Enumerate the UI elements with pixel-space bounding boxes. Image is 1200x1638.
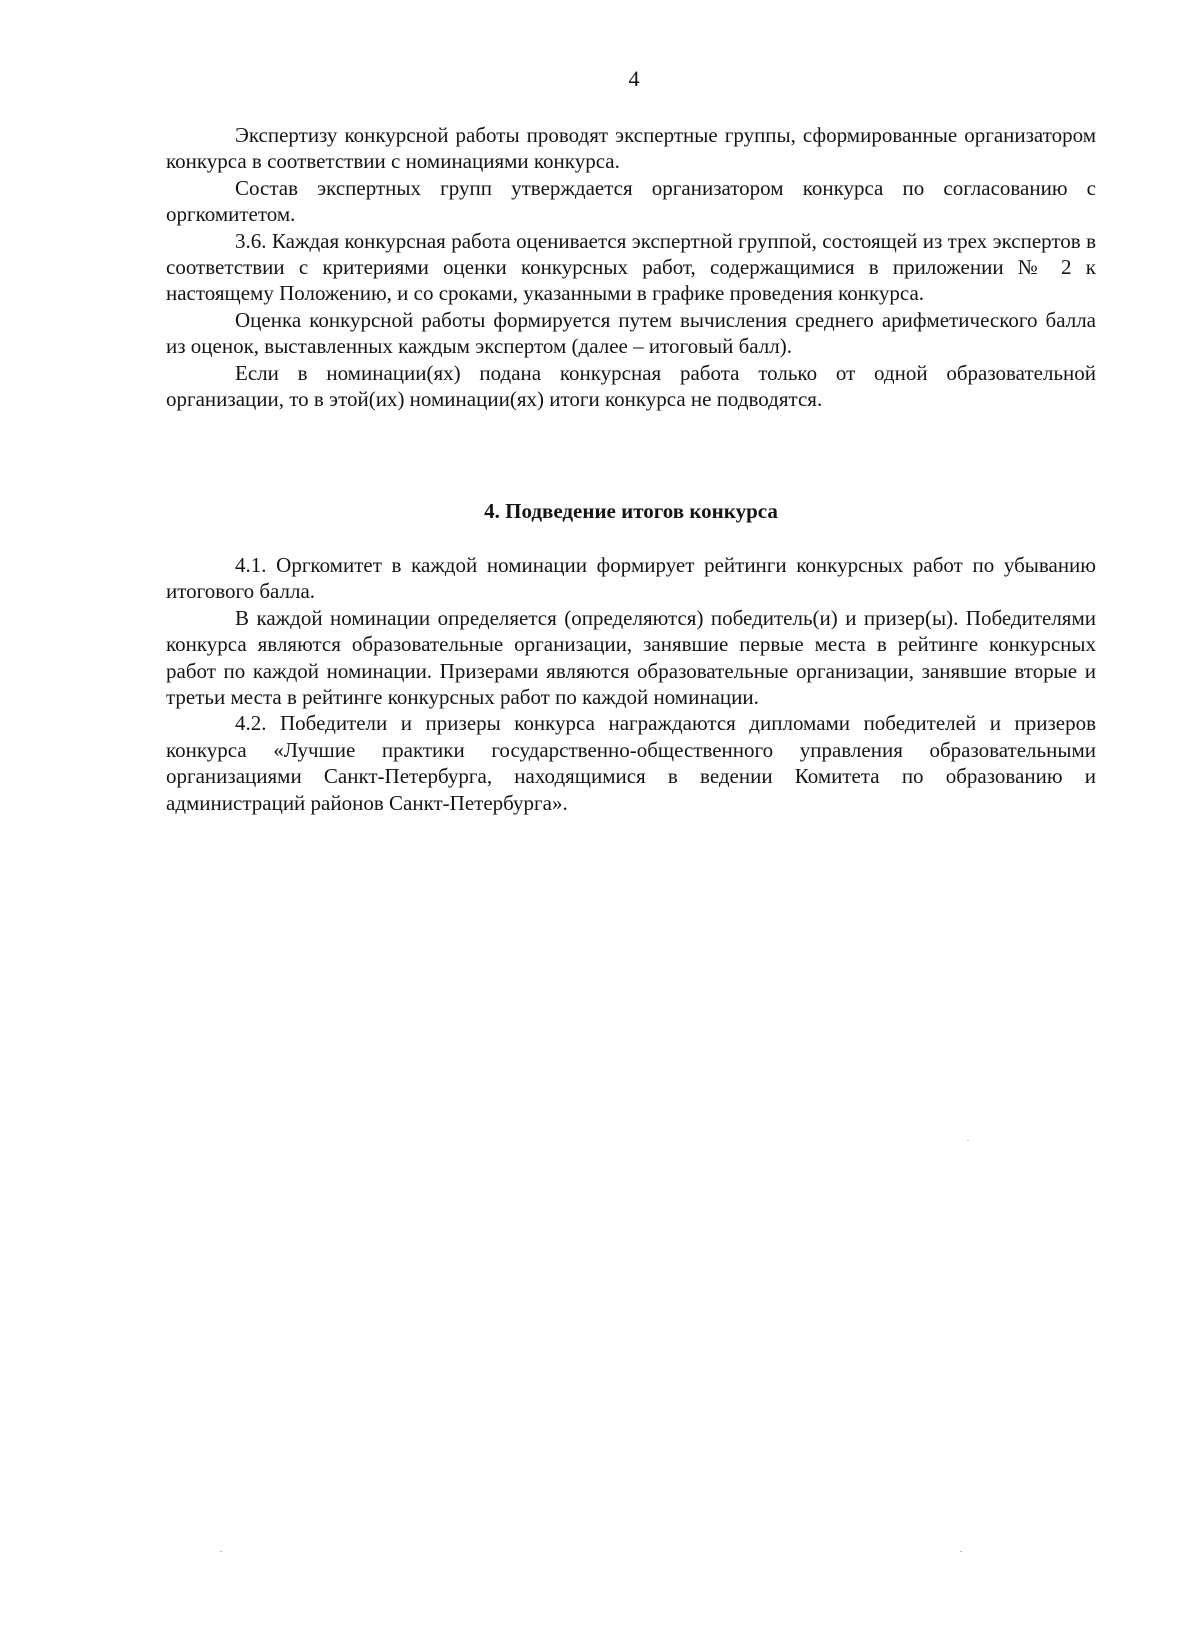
paragraph-expertise-groups: Экспертизу конкурсной работы проводят экспертные группы, сформированные организатором конкурса в соответствии с номинациями конкурса.: [166, 123, 1096, 174]
paragraph-3-6: 3.6. Каждая конкурсная работа оценивается экспертной группой, состоящей из трех экспертов в соответствии с критериями оценки конкурсных работ, содержащимися в приложении № 2 к настоящему Положению, и со сроками, указанными в графике проведения конкурса.: [166, 228, 1096, 306]
scan-speck: [960, 1551, 962, 1552]
section-3-text: [166, 122, 1096, 412]
paragraph-group-composition: Состав экспертных групп утверждается организатором конкурса по согласованию с оргкомитетом.: [166, 175, 1096, 227]
paragraph-winners: В каждой номинации определяется (определяются) победитель(и) и призер(ы). Победителями конкурса являются образовательные организации, занявшие первые места в рейтинге конкурсных работ по каждой номинации. Призерами являются образовательные организации, занявшие вторые и третьи места в рейтинге конкурсных работ по каждой номинации.: [166, 605, 1096, 710]
paragraph-4-2: 4.2. Победители и призеры конкурса награждаются дипломами победителей и призеров конкурса «Лучшие практики государственно-общественного управления образовательными организациями Санкт-Петербурга, находящимися в ведении Комитета по образованию и администраций районов Санкт-Петербурга».: [166, 711, 1096, 815]
section-4-heading: 4. Подведение итогов конкурса: [484, 499, 778, 523]
paragraph-4-1: 4.1. Оргкомитет в каждой номинации формирует рейтинги конкурсных работ по убыванию итогового балла.: [166, 553, 1096, 604]
scan-speck: [220, 1551, 222, 1552]
section-4-text: [166, 552, 1096, 816]
page-number: 4: [628, 66, 640, 91]
paragraph-single-entry: Если в номинации(ях) подана конкурсная работа только от одной образовательной организации, то в этой(их) номинации(ях) итоги конкурса не подводятся.: [166, 360, 1096, 412]
paragraph-score-calculation: Оценка конкурсной работы формируется путем вычисления среднего арифметического балла из оценок, выставленных каждым экспертом (далее – итоговый балл).: [166, 307, 1096, 359]
scan-speck: [967, 1140, 969, 1141]
